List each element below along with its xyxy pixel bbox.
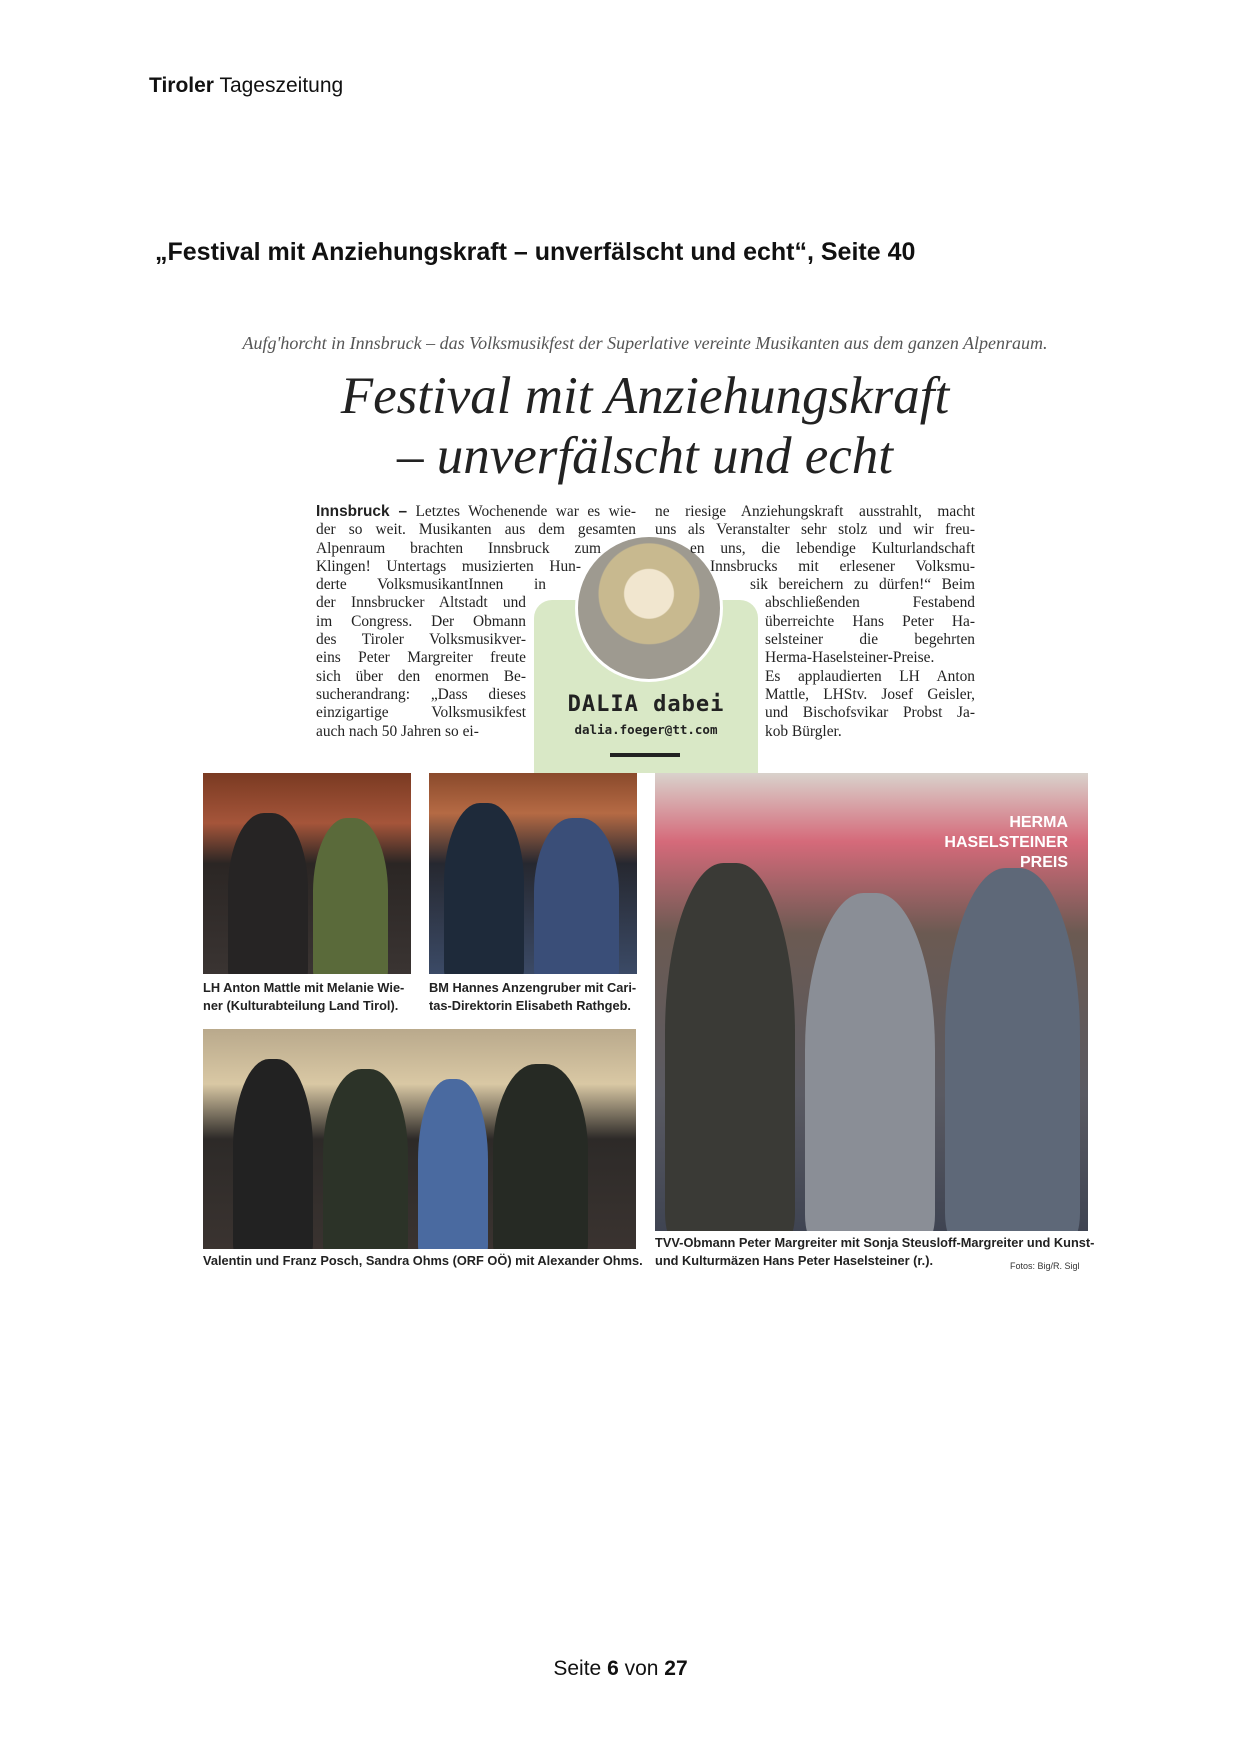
columnist-email: dalia.foeger@tt.com	[574, 722, 718, 737]
columnist-name: DALIA dabei	[567, 692, 725, 717]
article-line	[316, 503, 636, 521]
article-headline	[211, 366, 1079, 486]
article-line: des Tiroler Volksmusikver-	[316, 631, 526, 649]
article-line: uns als Veranstalter sehr stolz und wir freu-	[655, 521, 975, 539]
article-line: Herma-Haselsteiner-Preise.	[765, 649, 935, 667]
article-line: auch nach 50 Jahren so ei-	[316, 722, 479, 740]
article-line: einzigartige Volksmusikfest	[316, 704, 526, 722]
article-line: abschließenden Festabend	[765, 594, 975, 612]
article-dateline: Innsbruck –	[316, 503, 408, 520]
article-text: Letztes Wochenende war es wie-	[415, 503, 636, 520]
photo-caption	[203, 1252, 643, 1270]
caption-line: tas-Direktorin Elisabeth Rathgeb.	[429, 998, 631, 1013]
article-line: en uns, die lebendige Kulturlandschaft	[690, 539, 975, 557]
total-pages: 27	[664, 1657, 688, 1680]
article-line: überreichte Hans Peter Ha-	[765, 612, 975, 630]
page-number	[0, 1657, 1241, 1681]
caption-line: TVV-Obmann Peter Margreiter mit Sonja Steusloff-Margreiter und Kunst-	[655, 1235, 1095, 1250]
article-line: und Bischofsvikar Probst Ja-	[765, 704, 975, 722]
brand-bold: Tiroler	[149, 74, 214, 97]
headline-line-2: – unverfälscht und echt	[396, 427, 894, 485]
article-line: derte VolksmusikantInnen in	[316, 576, 546, 594]
article-kicker: Aufg'horcht in Innsbruck – das Volksmusikfest der Superlative vereinte Musikanten aus dem ganzen Alpenraum.	[242, 333, 1048, 353]
caption-line: Valentin und Franz Posch, Sandra Ohms (ORF OÖ) mit Alexander Ohms.	[203, 1253, 643, 1268]
article-line: sik bereichern zu dürfen!“ Beim	[750, 576, 975, 594]
article-column-left	[316, 503, 636, 741]
photo-posch-ohms	[203, 1029, 636, 1249]
article-line: sich über den enormen Be-	[316, 667, 526, 685]
article-line: der so weit. Musikanten aus dem gesamten	[316, 521, 636, 539]
photo-margreiter-haselsteiner	[655, 773, 1088, 1231]
caption-line: ner (Kulturabteilung Land Tirol).	[203, 998, 399, 1013]
article-line: kob Bürgler.	[765, 722, 842, 740]
article-line: Alpenraum brachten Innsbruck zum	[316, 539, 601, 557]
caption-line: LH Anton Mattle mit Melanie Wie-	[203, 980, 405, 995]
divider	[610, 753, 680, 757]
newspaper-name	[149, 74, 343, 98]
current-page: 6	[607, 1657, 619, 1680]
article-line: ne riesige Anziehungskraft ausstrahlt, macht	[655, 503, 975, 520]
photo-caption	[203, 979, 404, 1015]
article-line: Innsbrucks mit erlesener Volksmu-	[710, 557, 975, 575]
caption-line: BM Hannes Anzengruber mit Cari-	[429, 980, 637, 995]
article-line: Mattle, LHStv. Josef Geisler,	[765, 685, 975, 703]
banner-text: HERMA HASELSTEINER PREIS	[944, 814, 1068, 871]
photo-anzengruber-rathgeb	[429, 773, 637, 974]
document-title: „Festival mit Anziehungskraft – unverfälscht und echt“, Seite 40	[155, 238, 916, 266]
headline-line-1: Festival mit Anziehungskraft	[340, 367, 950, 425]
footer-mid: von	[624, 1657, 659, 1680]
photo-mattle-wiener	[203, 773, 411, 974]
photo-credit: Fotos: Big/R. Sigl	[1010, 1261, 1080, 1271]
article-line: sucherandrang: „Dass dieses	[316, 685, 526, 703]
footer-prefix: Seite	[553, 1657, 602, 1680]
article-line: im Congress. Der Obmann	[316, 612, 526, 630]
article-line: der Innsbrucker Altstadt und	[316, 594, 526, 612]
brand-rest: Tageszeitung	[219, 74, 344, 97]
article-line: eins Peter Margreiter freute	[316, 649, 526, 667]
article-column-right	[655, 503, 975, 741]
article-line: selsteiner die begehrten	[765, 631, 975, 649]
caption-line: und Kulturmäzen Hans Peter Haselsteiner (r.).	[655, 1253, 934, 1268]
photo-caption	[429, 979, 636, 1015]
article-line: Klingen! Untertags musizierten Hun-	[316, 557, 581, 575]
article-line: Es applaudierten LH Anton	[765, 667, 975, 685]
